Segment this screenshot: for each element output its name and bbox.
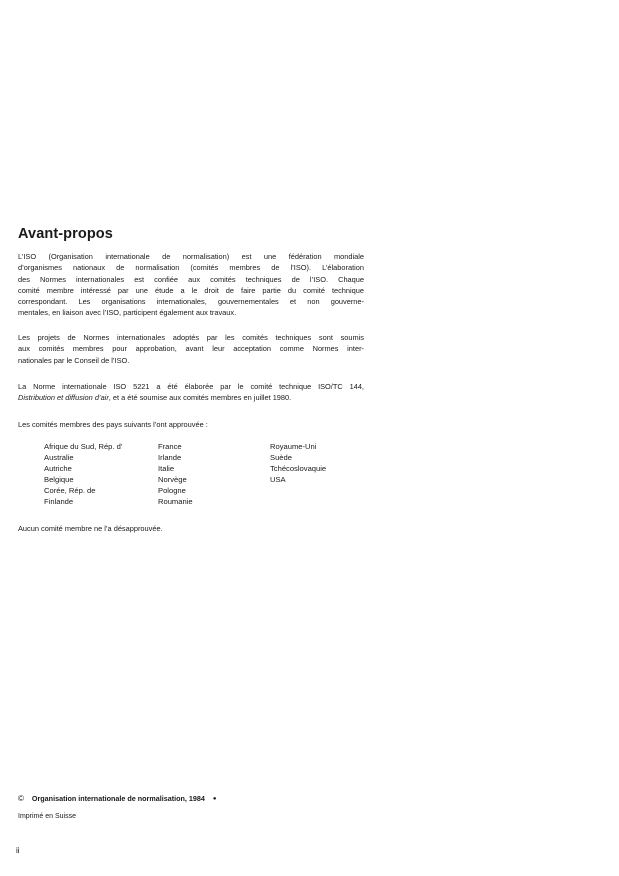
disapproval-note: Aucun comité membre ne l’a désapprouvée. <box>18 524 163 533</box>
committee-title: Distribution et diffusion d’air <box>18 393 109 403</box>
text-line <box>18 392 364 403</box>
intro-paragraph <box>18 251 364 319</box>
country-item: Corée, Rép. de <box>44 486 96 495</box>
page-title: Avant-propos <box>18 226 113 242</box>
copyright-icon: © <box>18 794 24 803</box>
text-line: mentales, en liaison avec l’ISO, participent également aux travaux. <box>18 308 237 318</box>
text-line: correspondant. Les organisations internationales, gouvernementales et non gouverne- <box>18 297 364 307</box>
country-item: Autriche <box>44 464 72 473</box>
country-item: France <box>158 442 182 451</box>
text-line: La Norme internationale ISO 5221 a été élaborée par le comité technique ISO/TC 144, <box>18 382 364 391</box>
country-item: Italie <box>158 464 175 473</box>
copyright-text: Organisation internationale de normalisation, 1984 <box>31 794 205 803</box>
text-line: d’organismes nationaux de normalisation (comités membres de l’ISO). L’élaboration <box>18 263 364 273</box>
approval-paragraph <box>18 332 364 366</box>
text-line: comité membre intéressé par une étude a le droit de faire partie du comité technique <box>18 285 364 295</box>
text-line: L’ISO (Organisation internationale de normalisation) est une fédération mondiale <box>18 252 364 261</box>
country-item: Pologne <box>158 486 186 495</box>
country-item: Tchécoslovaquie <box>270 464 327 473</box>
country-item: Irlande <box>158 453 182 462</box>
country-column <box>44 441 158 507</box>
country-column <box>270 441 390 507</box>
standard-paragraph <box>18 381 364 404</box>
members-intro: Les comités membres des pays suivants l’ont approuvée : <box>18 420 208 429</box>
country-item: Afrique du Sud, Rép. d’ <box>44 442 123 451</box>
text-line: Les projets de Normes internationales adoptés par les comités techniques sont soumis <box>18 333 364 342</box>
text-line: nationales par le Conseil de l’ISO. <box>18 355 130 365</box>
country-list <box>44 441 390 507</box>
printed-in: Imprimé en Suisse <box>18 813 76 820</box>
country-item: Roumanie <box>158 497 193 506</box>
country-item: Belgique <box>44 475 74 484</box>
country-item: Finlande <box>44 497 74 506</box>
text-fragment: , et a été soumise aux comités membres en juillet 1980. <box>108 393 292 403</box>
page-number: ii <box>16 846 20 855</box>
country-item: USA <box>270 475 286 484</box>
country-item: Suède <box>270 453 292 462</box>
country-item: Australie <box>44 453 74 462</box>
text-line: des Normes internationales est confiée aux comités techniques de l’ISO. Chaque <box>18 274 364 284</box>
country-item: Norvège <box>158 475 187 484</box>
bullet-icon: ● <box>212 795 217 802</box>
country-item: Royaume-Uni <box>270 442 317 451</box>
country-column <box>158 441 270 507</box>
copyright-line <box>18 794 216 803</box>
text-line: aux comités membres pour approbation, avant leur acceptation comme Normes inter- <box>18 344 364 354</box>
